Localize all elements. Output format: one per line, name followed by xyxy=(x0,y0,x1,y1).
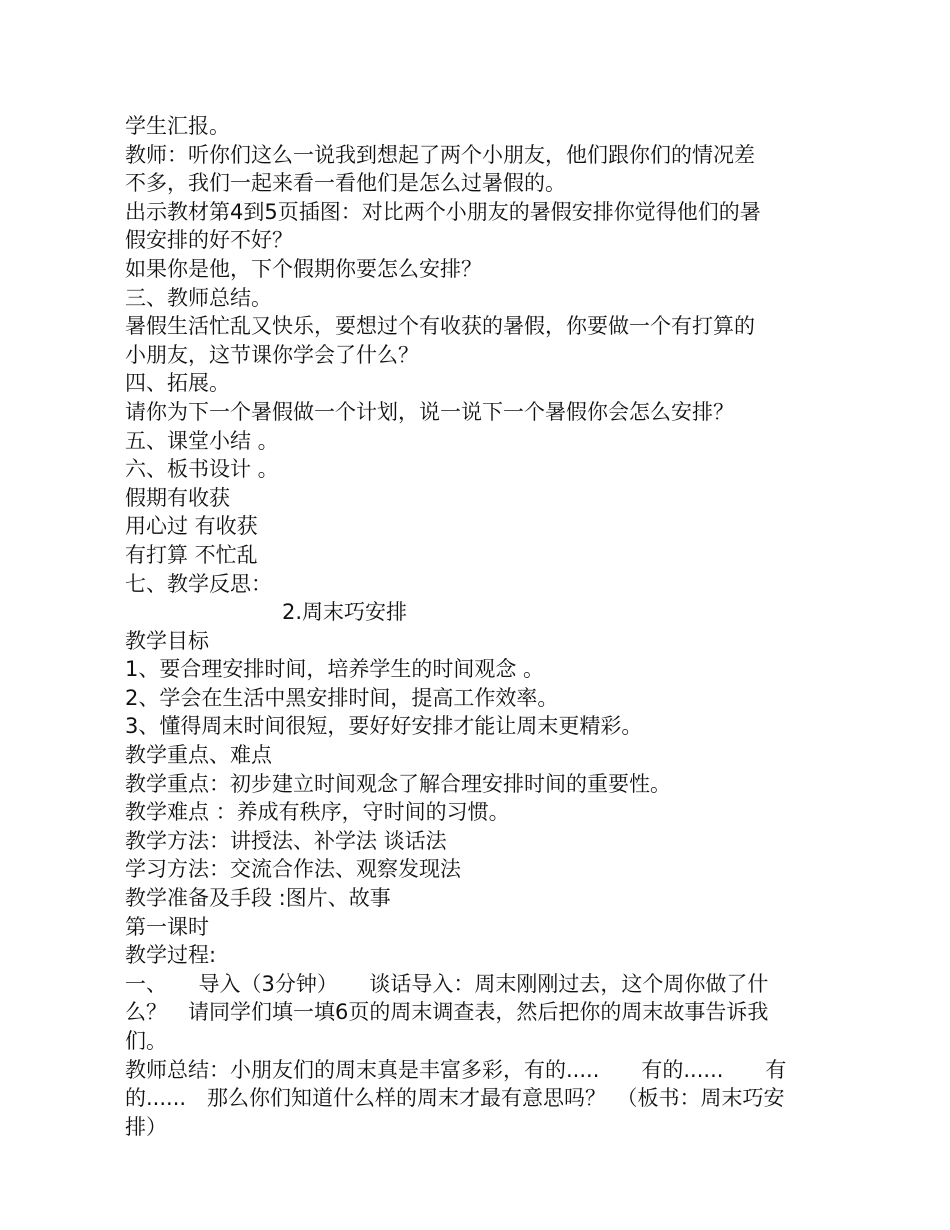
text-line: 请你为下一个暑假做一个计划，说一说下一个暑假你会怎么安排？ xyxy=(125,399,734,424)
text-line: 排） xyxy=(125,1114,167,1139)
section-heading: 七、教学反思： xyxy=(125,571,272,596)
section-heading: 教学过程: xyxy=(125,943,217,968)
text-line: 的...... 那么你们知道什么样的周末才最有意思吗？ （板书：周末巧安 xyxy=(125,1086,785,1111)
section-heading: 四、拓展。 xyxy=(125,371,230,396)
board-design-line: 用心过 有收获 xyxy=(125,514,258,539)
text-line: 学生汇报。 xyxy=(125,114,230,138)
text-line: 教学重点：初步建立时间观念了解合理安排时间的重要性。 xyxy=(125,771,671,796)
lesson-title: 2.周末巧安排 xyxy=(282,600,408,625)
text-line: 学习方法：交流合作法、观察发现法 xyxy=(125,857,461,882)
section-heading: 六、板书设计 。 xyxy=(125,457,279,482)
text-line: 们。 xyxy=(125,1029,167,1053)
objective-item: 1、要合理安排时间，培养学生的时间观念 。 xyxy=(125,657,545,682)
section-heading: 五、课堂小结 。 xyxy=(125,428,279,453)
board-design-line: 假期有收获 xyxy=(125,485,230,510)
text-line: 如果你是他，下个假期你要怎么安排？ xyxy=(125,256,482,281)
section-heading: 第一课时 xyxy=(125,914,209,939)
document-body xyxy=(125,112,840,1141)
text-line: 么？ 请同学们填一填6页的周末调查表，然后把你的周末故事告诉我 xyxy=(125,1000,769,1025)
text-line: 暑假生活忙乱又快乐，要想过个有收获的暑假，你要做一个有打算的 xyxy=(125,314,755,339)
section-heading: 三、教师总结。 xyxy=(125,285,272,310)
text-line: 教学难点 ：养成有秩序，守时间的习惯。 xyxy=(125,800,510,825)
objective-item: 2、学会在生活中黑安排时间，提高工作效率。 xyxy=(125,685,559,710)
board-design-line: 有打算 不忙乱 xyxy=(125,542,258,567)
text-line: 教学准备及手段 :图片、故事 xyxy=(125,886,391,911)
text-line: 教师：听你们这么一说我到想起了两个小朋友，他们跟你们的情况差 xyxy=(125,142,755,167)
text-line: 小朋友，这节课你学会了什么？ xyxy=(125,342,419,367)
text-line: 一、 导入（3分钟） 谈话导入：周末刚刚过去，这个周你做了什 xyxy=(125,971,769,996)
text-line: 出示教材第4到5页插图：对比两个小朋友的暑假安排你觉得他们的暑 xyxy=(125,199,761,224)
section-heading: 教学目标 xyxy=(125,628,209,653)
text-line: 不多，我们一起来看一看他们是怎么过暑假的。 xyxy=(125,171,566,196)
section-heading: 教学重点、难点 xyxy=(125,743,272,768)
text-line: 教师总结：小朋友们的周末真是丰富多彩，有的..... 有的...... 有 xyxy=(125,1057,787,1082)
text-line: 教学方法：讲授法、补学法 谈话法 xyxy=(125,828,447,853)
objective-item: 3、懂得周末时间很短，要好好安排才能让周末更精彩。 xyxy=(125,714,643,739)
text-line: 假安排的好不好？ xyxy=(125,228,293,253)
